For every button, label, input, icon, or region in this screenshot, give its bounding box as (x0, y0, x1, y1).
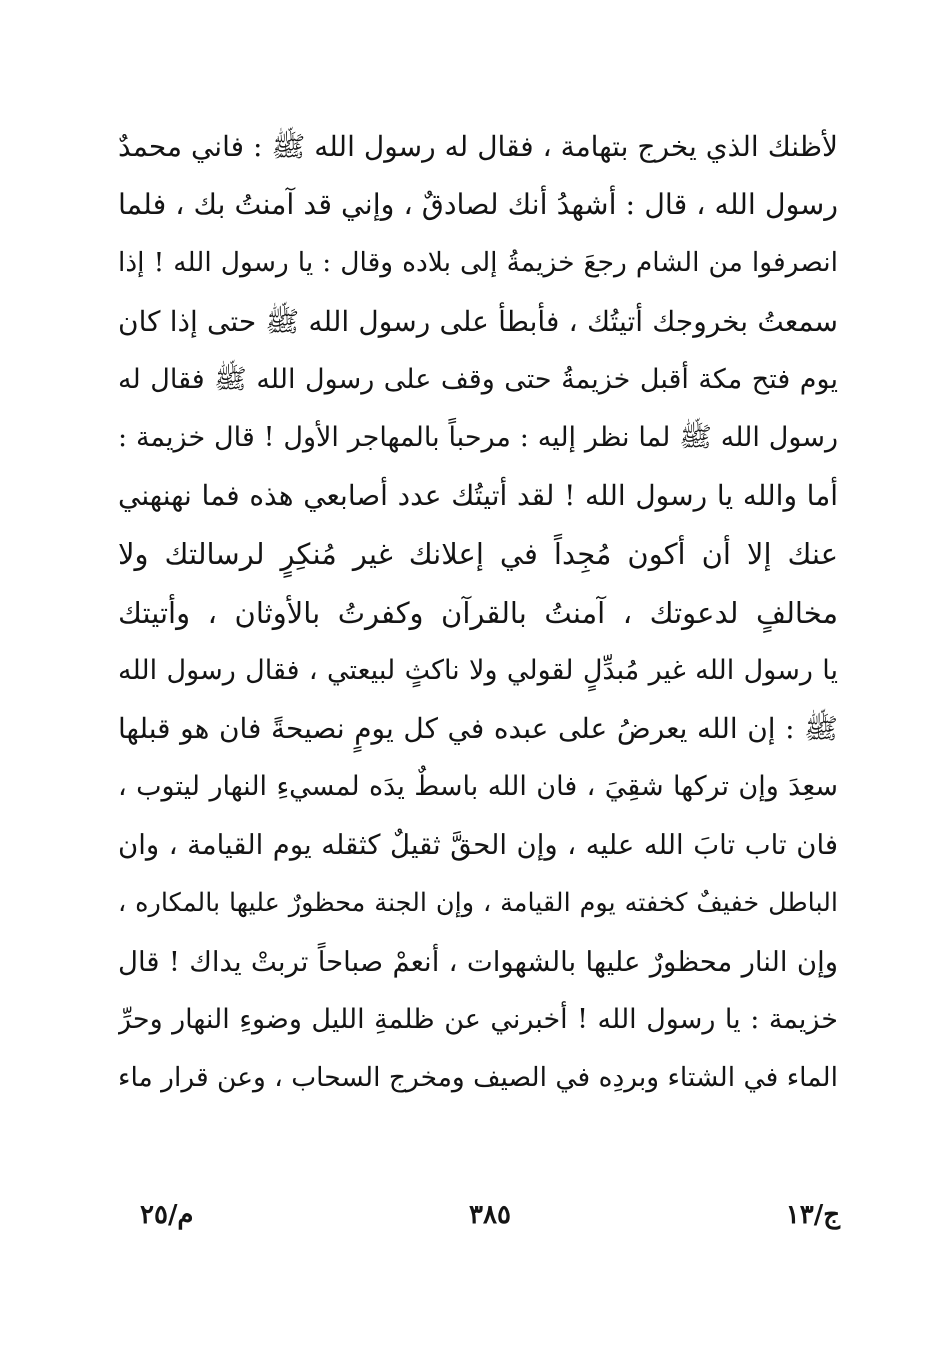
text-line: عنك إلا أن أكون مُجِداً في إعلانك غير مُنكِرٍ لرسالتك ولا (118, 537, 838, 572)
text-line: أما والله يا رسول الله ! لقد أتيتُك عدد أصابعي هذه فما نهنهني (118, 479, 838, 513)
text-line: خزيمة : يا رسول الله ! أخبرني عن ظلمةِ الليل وضوءِ النهار وحرِّ (118, 1003, 838, 1035)
text-line: سعِدَ وإن تركها شقِيَ ، فان الله باسطٌ يدَه لمسيءِ النهار ليتوب ، (118, 771, 838, 803)
text-line: مخالفٍ لدعوتك ، آمنتُ بالقرآن وكفرتُ بالأوثان ، وأتيتك (118, 595, 838, 630)
text-line: وإن النار محظورٌ عليها بالشهوات ، أنعمْ صباحاً تربتْ يداك ! قال (118, 945, 838, 978)
text-line: سمعتُ بخروجك أتيتُك ، فأبطأ على رسول الله ﷺ حتى إذا كان (118, 304, 838, 338)
volume-number: ج/١٣ (785, 1200, 840, 1230)
text-line: يا رسول الله غير مُبدِّلٍ لقولي ولا ناكثٍ لبيعتي ، فقال رسول الله (118, 654, 838, 686)
body-text (118, 118, 838, 1107)
text-line: رسول الله ﷺ لما نظر إليه : مرحباً بالمهاجر الأول ! قال خزيمة : (118, 421, 838, 453)
text-line: رسول الله ، قال : أشهدُ أنك لصادقٌ ، وإني قد آمنتُ بك ، فلما (118, 188, 838, 222)
text-line: انصرفوا من الشام رجعَ خزيمةُ إلى بلاده وقال : يا رسول الله ! إذا (118, 247, 838, 279)
page-number: ٣٨٥ (469, 1200, 511, 1230)
text-line: يوم فتح مكة أقبل خزيمةُ حتى وقف على رسول الله ﷺ فقال له (118, 363, 838, 395)
text-line: لأظنك الذي يخرج بتهامة ، فقال له رسول الله ﷺ : فاني محمدٌ (118, 130, 838, 163)
text-line: ﷺ : إن الله يعرضُ على عبده في كل يومٍ نصيحةً فان هو قبلها (118, 711, 838, 745)
page-footer (140, 1200, 840, 1240)
text-line: فان تاب تابَ الله عليه ، وإن الحقَّ ثقيلٌ كثقله يوم القيامة ، وان (118, 829, 838, 862)
text-line: الباطل خفيفٌ كخفته يوم القيامة ، وإن الجنة محظورٌ عليها بالمكاره ، (118, 888, 838, 919)
text-line: الماء في الشتاء وبردِه في الصيف ومخرج السحاب ، وعن قرار ماء (118, 1062, 838, 1093)
signature-mark: م/٢٥ (140, 1200, 194, 1230)
